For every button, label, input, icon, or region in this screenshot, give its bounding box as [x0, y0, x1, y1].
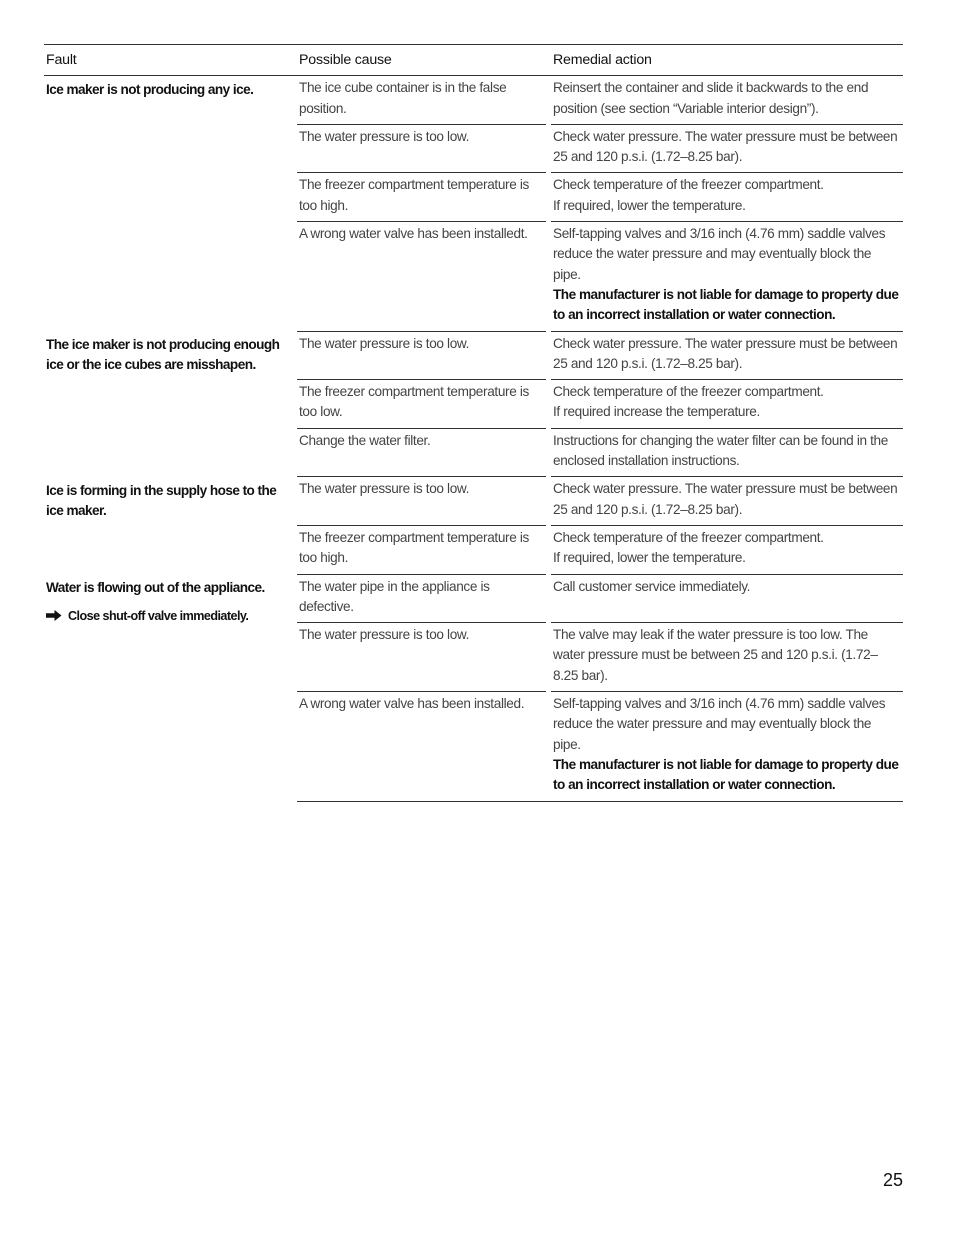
table-row — [44, 331, 903, 380]
cause-cell: The freezer compartment temperature is too low. — [297, 380, 546, 429]
action-cell: Call customer service immediately. — [551, 574, 903, 623]
action-cell — [551, 380, 903, 429]
table-header-row — [44, 45, 903, 76]
header-action: Remedial action — [551, 45, 903, 76]
table-row — [44, 574, 903, 623]
arrow-right-icon — [46, 610, 62, 621]
fault-text: Ice maker is not producing any ice. — [46, 82, 254, 98]
action-line: Check temperature of the freezer compartment. — [553, 177, 824, 193]
fault-cell — [44, 477, 295, 574]
action-cell: Check water pressure. The water pressure must be between 25 and 120 p.s.i. (1.72–8.25 bar). — [551, 331, 903, 380]
fault-note — [46, 606, 293, 626]
cause-cell: The water pressure is too low. — [297, 331, 546, 380]
action-line: If required increase the temperature. — [553, 404, 760, 420]
cause-cell: The water pressure is too low. — [297, 623, 546, 692]
liability-note: The manufacturer is not liable for damage to property due to an incorrect installation or water connection. — [553, 286, 899, 323]
action-cell: Reinsert the container and slide it backwards to the end position (see section “Variable interior design”). — [551, 76, 903, 125]
fault-cell — [44, 331, 295, 477]
cause-cell: A wrong water valve has been installed. — [297, 692, 546, 801]
action-line: If required, lower the temperature. — [553, 550, 746, 566]
action-cell — [551, 173, 903, 222]
liability-note: The manufacturer is not liable for damage to property due to an incorrect installation or water connection. — [553, 756, 899, 793]
fault-cell — [44, 76, 295, 331]
fault-text: The ice maker is not producing enough ice or the ice cubes are misshapen. — [46, 337, 280, 373]
action-cell — [551, 692, 903, 801]
fault-note-text: Close shut-off valve immediately. — [68, 609, 249, 624]
cause-cell: The freezer compartment temperature is too high. — [297, 173, 546, 222]
troubleshooting-table — [44, 44, 903, 802]
cause-cell: The water pipe in the appliance is defective. — [297, 574, 546, 623]
action-text: Self-tapping valves and 3/16 inch (4.76 mm) saddle valves reduce the water pressure and may eventually block the pipe. — [553, 696, 886, 752]
header-cause: Possible cause — [297, 45, 546, 76]
action-cell: Check water pressure. The water pressure must be between 25 and 120 p.s.i. (1.72–8.25 bar). — [551, 124, 903, 173]
action-cell: Check water pressure. The water pressure must be between 25 and 120 p.s.i. (1.72–8.25 bar). — [551, 477, 903, 526]
fault-text: Water is flowing out of the appliance. — [46, 580, 265, 596]
cause-cell: The freezer compartment temperature is too high. — [297, 525, 546, 574]
cause-cell: The ice cube container is in the false position. — [297, 76, 546, 125]
page-content — [44, 44, 903, 802]
action-cell — [551, 222, 903, 331]
fault-text: Ice is forming in the supply hose to the ice maker. — [46, 482, 277, 519]
cause-cell: A wrong water valve has been installedt. — [297, 222, 546, 331]
action-cell: The valve may leak if the water pressure is too low. The water pressure must be between 25 and 120 p.s.i. (1.72–8.25 bar). — [551, 623, 903, 692]
table-row — [44, 76, 903, 125]
fault-cell — [44, 574, 295, 801]
cause-cell: The water pressure is too low. — [297, 477, 546, 526]
cause-cell: The water pressure is too low. — [297, 124, 546, 173]
action-cell: Instructions for changing the water filter can be found in the enclosed installation instructions. — [551, 428, 903, 477]
action-text: Self-tapping valves and 3/16 inch (4.76 mm) saddle valves reduce the water pressure and may eventually block the pipe. — [553, 226, 886, 282]
action-cell — [551, 525, 903, 574]
cause-cell: Change the water filter. — [297, 428, 546, 477]
page-number: 25 — [882, 1170, 903, 1190]
action-line: Check temperature of the freezer compartment. — [553, 384, 824, 400]
action-line: Check temperature of the freezer compartment. — [553, 529, 824, 545]
table-row — [44, 477, 903, 526]
header-fault: Fault — [44, 45, 295, 76]
action-line: If required, lower the temperature. — [553, 197, 746, 213]
